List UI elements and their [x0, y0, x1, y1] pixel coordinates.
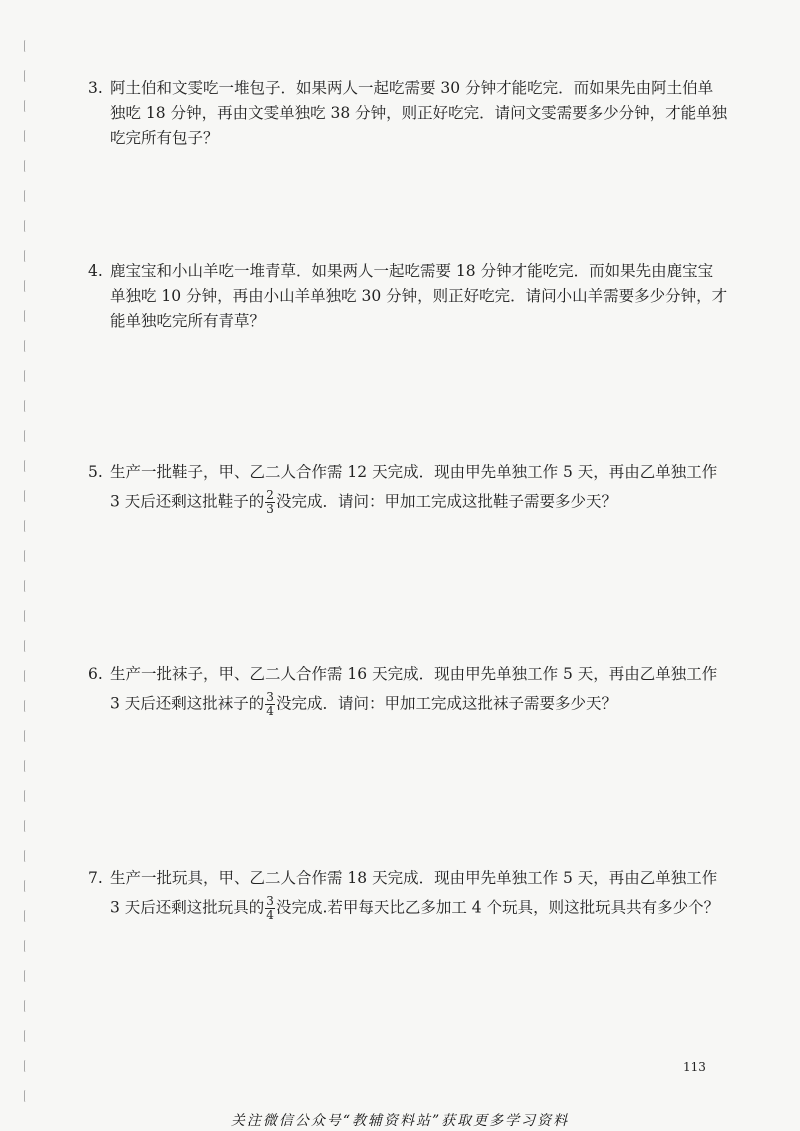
problem-text: 吃完所有包子？: [110, 129, 219, 147]
problem-number: 3.: [88, 79, 103, 97]
fraction: [265, 691, 275, 718]
fraction-numerator: 3: [266, 690, 274, 704]
problem-text: 3 天后还剩这批鞋子的: [110, 492, 265, 511]
problem-text: 没完成．请问：甲加工完成这批袜子需要多少天？: [275, 694, 617, 713]
problem-5: [88, 460, 728, 516]
problem-number: 4.: [88, 262, 103, 280]
problem-text: 阿土伯和文雯吃一堆包子．如果两人一起吃需要 30 分钟才能吃完．而如果先由阿土伯单: [110, 79, 714, 97]
problem-6: [88, 662, 728, 718]
problem-number: 6.: [88, 665, 103, 683]
problem-text: 没完成．请问：甲加工完成这批鞋子需要多少天？: [275, 492, 617, 511]
fraction-numerator: 2: [266, 488, 274, 502]
binding-margin: [0, 0, 40, 1131]
problem-text: 鹿宝宝和小山羊吃一堆青草．如果两人一起吃需要 18 分钟才能吃完．而如果先由鹿宝宝: [110, 262, 714, 280]
problem-text: 3 天后还剩这批袜子的: [110, 694, 265, 713]
footer-watermark: 关注微信公众号“教辅资料站”获取更多学习资料: [230, 1113, 570, 1129]
fraction-numerator: 3: [266, 894, 274, 908]
problem-3: [88, 76, 728, 151]
fraction: [265, 489, 275, 516]
fraction-denominator: 4: [266, 908, 274, 922]
problem-text: 单独吃 10 分钟，再由小山羊单独吃 30 分钟，则正好吃完．请问小山羊需要多少分钟，才: [110, 287, 728, 305]
problem-text: 生产一批玩具，甲、乙二人合作需 18 天完成．现由甲先单独工作 5 天，再由乙单独工作: [110, 869, 718, 887]
page-number: 113: [683, 1060, 706, 1074]
problem-text: 能单独吃完所有青草？: [110, 312, 266, 330]
problem-text: 没完成.若甲每天比乙多加工 4 个玩具，则这批玩具共有多少个？: [275, 898, 720, 917]
problem-text: 独吃 18 分钟，再由文雯单独吃 38 分钟，则正好吃完．请问文雯需要多少分钟，才能单独: [110, 104, 728, 122]
problem-text: 生产一批袜子，甲、乙二人合作需 16 天完成．现由甲先单独工作 5 天，再由乙单独工作: [110, 665, 718, 683]
fraction-denominator: 4: [266, 704, 274, 718]
problem-4: [88, 259, 728, 334]
problem-number: 5.: [88, 463, 103, 481]
problem-text: 3 天后还剩这批玩具的: [110, 898, 265, 917]
problem-text: 生产一批鞋子，甲、乙二人合作需 12 天完成．现由甲先单独工作 5 天，再由乙单独工作: [110, 463, 718, 481]
problem-number: 7.: [88, 869, 103, 887]
fraction-denominator: 3: [266, 502, 274, 516]
fraction: [265, 895, 275, 922]
problem-7: [88, 866, 728, 922]
